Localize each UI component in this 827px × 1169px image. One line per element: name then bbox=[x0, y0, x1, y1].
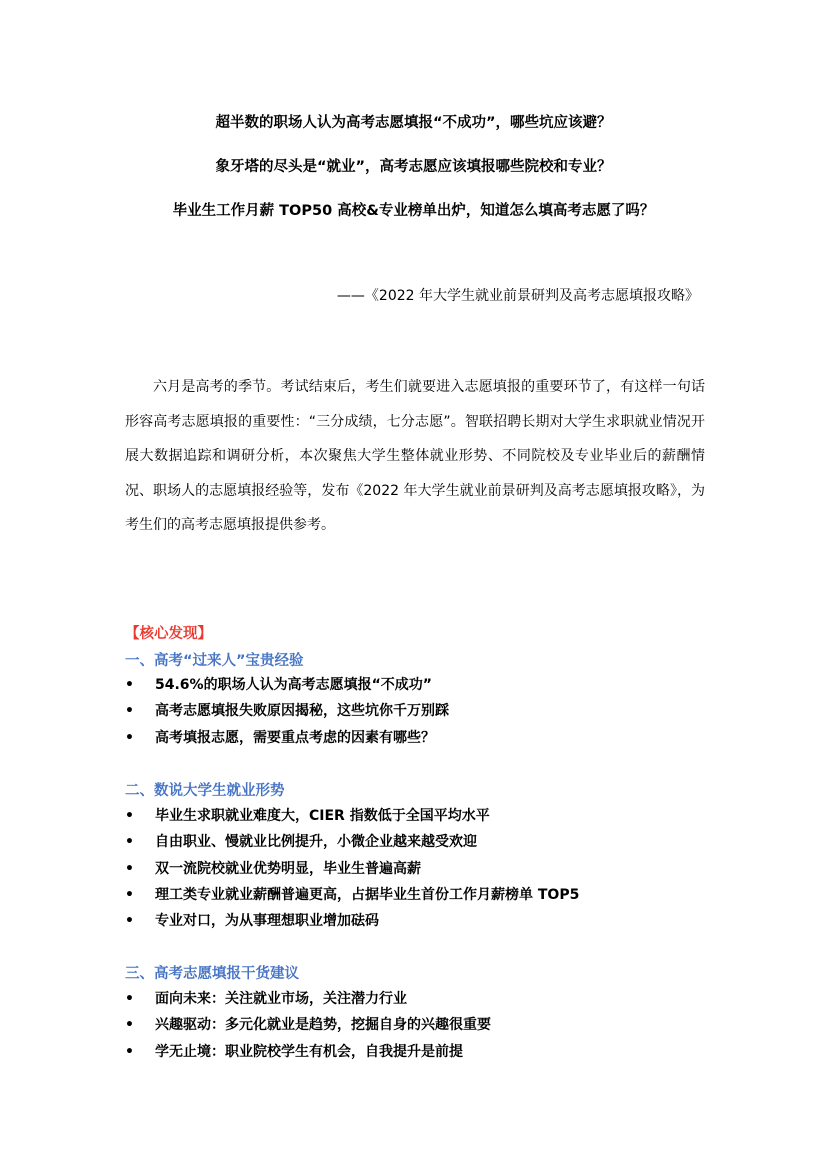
bullet-icon: • bbox=[125, 1043, 134, 1060]
list-item bbox=[125, 908, 579, 934]
section-title-3: 三、高考志愿填报干货建议 bbox=[125, 966, 299, 982]
list-item-text: 双一流院校就业优势明显，毕业生普遍高薪 bbox=[155, 860, 421, 877]
list-item bbox=[125, 986, 491, 1012]
bullet-icon: • bbox=[125, 1017, 134, 1034]
list-item-text: 专业对口，为从事理想职业增加砝码 bbox=[155, 913, 379, 930]
bullet-icon: • bbox=[125, 886, 134, 903]
list-item-text: 毕业生求职就业难度大，CIER 指数低于全国平均水平 bbox=[155, 808, 490, 824]
section-title-2: 二、数说大学生就业形势 bbox=[125, 783, 285, 799]
bullet-icon: • bbox=[125, 860, 134, 877]
list-item bbox=[125, 1039, 491, 1065]
bullet-icon: • bbox=[125, 834, 134, 851]
bullet-icon: • bbox=[125, 991, 134, 1007]
list-item bbox=[125, 803, 579, 829]
section-list-3 bbox=[125, 986, 491, 1065]
bullet-icon: • bbox=[125, 913, 134, 930]
list-item bbox=[125, 672, 449, 698]
list-item-text: 高考填报志愿，需要重点考虑的因素有哪些？ bbox=[155, 729, 435, 746]
list-item bbox=[125, 829, 579, 855]
core-findings-title: 【核心发现】 bbox=[125, 626, 212, 642]
headline-3: 毕业生工作月薪 TOP50 高校&专业榜单出炉，知道怎么填高考志愿了吗？ bbox=[172, 203, 655, 219]
section-title-1: 一、高考“过来人”宝贵经验 bbox=[125, 653, 304, 669]
bullet-icon: • bbox=[125, 677, 134, 693]
headline-2: 象牙塔的尽头是“就业”，高考志愿应该填报哪些院校和专业？ bbox=[215, 159, 612, 175]
list-item bbox=[125, 1012, 491, 1038]
list-item-text: 兴趣驱动：多元化就业是趋势，挖掘自身的兴趣很重要 bbox=[155, 1017, 491, 1034]
section-list-2 bbox=[125, 803, 579, 934]
headline-1: 超半数的职场人认为高考志愿填报“不成功”，哪些坑应该避？ bbox=[215, 115, 612, 131]
list-item bbox=[125, 856, 579, 882]
list-item-text: 面向未来：关注就业市场，关注潜力行业 bbox=[155, 991, 407, 1007]
bullet-icon: • bbox=[125, 729, 134, 746]
intro-paragraph: 六月是高考的季节。考试结束后，考生们就要进入志愿填报的重要环节了，有这样一句话形容高考志愿填报的重要性：“三分成绩，七分志愿”。智联招聘长期对大学生求职就业情况开展大数据追踪和调研分析，本次聚焦大学生整体就业形势、不同院校及专业毕业后的薪酬情况、职场人的志愿填报经验等，发布《2022 年大学生就业前景研判及高考志愿填报攻略》，为考生们的高考志愿填报提供参考。 bbox=[125, 379, 705, 534]
list-item-text: 理工类专业就业薪酬普遍更高，占据毕业生首份工作月薪榜单 TOP5 bbox=[155, 886, 580, 903]
list-item bbox=[125, 882, 579, 908]
list-item bbox=[125, 725, 449, 751]
section-list-1 bbox=[125, 672, 449, 751]
list-item bbox=[125, 698, 449, 724]
list-item-text: 学无止境：职业院校学生有机会，自我提升是前提 bbox=[155, 1043, 463, 1060]
list-item-text: 高考志愿填报失败原因揭秘，这些坑你千万别踩 bbox=[155, 703, 449, 720]
bullet-icon: • bbox=[125, 703, 134, 720]
list-item-text: 自由职业、慢就业比例提升，小微企业越来越受欢迎 bbox=[155, 834, 477, 851]
report-source: ——《2022 年大学生就业前景研判及高考志愿填报攻略》 bbox=[336, 288, 699, 304]
list-item-text: 54.6%的职场人认为高考志愿填报“不成功” bbox=[155, 677, 432, 693]
bullet-icon: • bbox=[125, 808, 134, 824]
